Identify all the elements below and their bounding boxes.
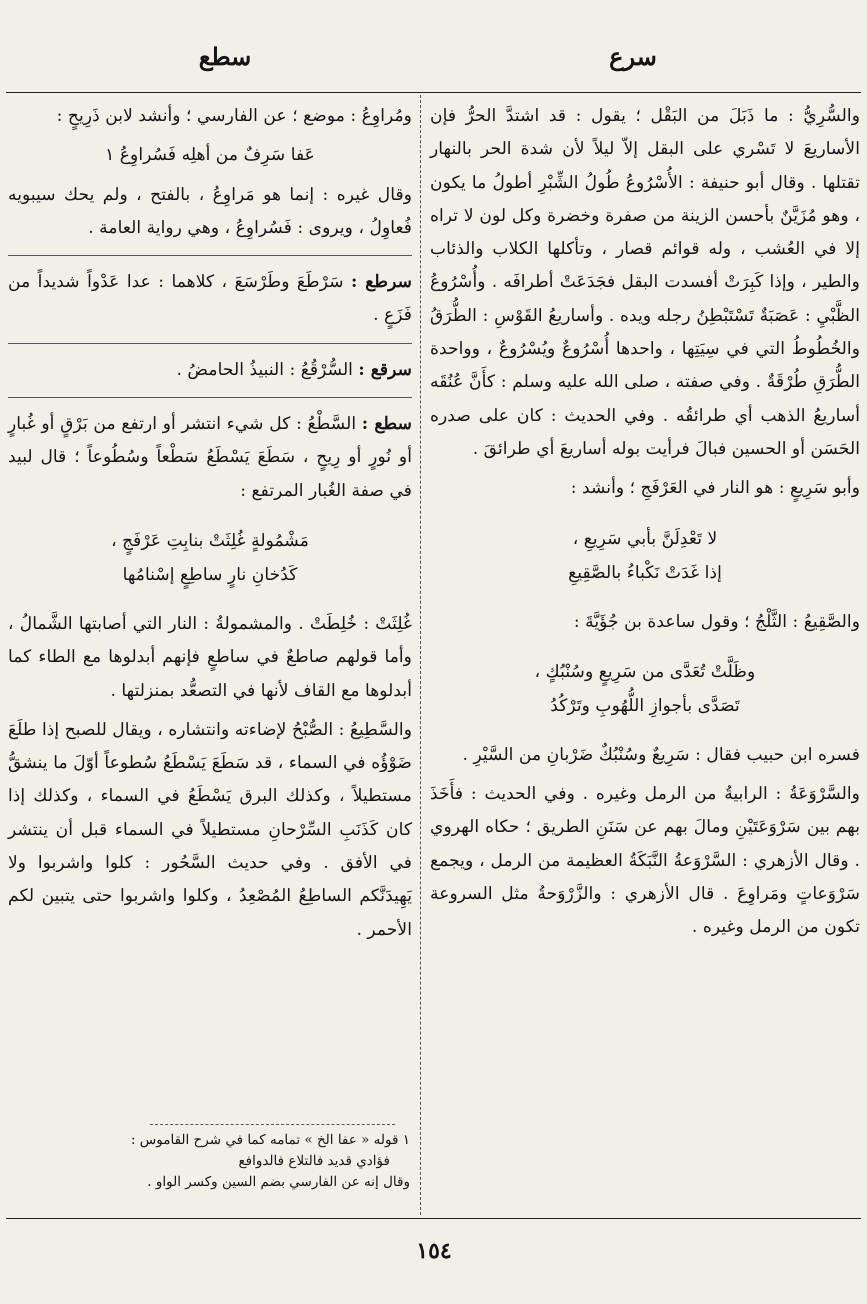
headword: سطع : — [361, 414, 412, 435]
entry-paragraph: والسَّطِيعُ : الصُّبْحُ لإضاءته وانتشاره ، ويقال للصبح إذا طلَعَ ضَوْؤُه في السماء ، قد سَطَعَ يَسْطَعُ سُطوعاً أوّلَ ما ينشقُّ مستطيلاً ، وكذلك البرق يَسْطَعُ في السماء ، وكذلك إذا كان كَذَنَبِ السِّرْحانِ مستطيلاً في السماء قبل أن ينتشر في الأفق . وفي حديث السَّحُور : كلوا واشربوا ولا يَهِيدَنَّكم الساطِعُ المُصْعِدُ ، وكلوا واشربوا حتى يتبين لكم الأحمر . — [8, 719, 412, 940]
entry-srq — [8, 354, 412, 387]
verse-line: إذا غَدَتْ نَكْباءُ بالصَّقِيعِ — [568, 562, 722, 583]
entry-text: السَّطْعُ : كل شيء انتشر أو ارتفع من بَرْقٍ أو غُبارٍ أو نُورٍ أو رِيحٍ ، سَطَعَ يَسْطَعُ سَطْعاً وسُطُوعاً ؛ قال لبيد في صفة الغُبار المرتفع : — [8, 414, 412, 501]
entry-text: السُّرْقُعُ : النبيذُ الحامضُ . — [176, 359, 353, 380]
footnote-line: فؤادي قديد فالتلاع فالدوافع — [238, 1153, 390, 1169]
footnote-line: وقال إنه عن الفارسي بضم السين وكسر الواو . — [147, 1174, 410, 1190]
entry-paragraph: والصَّقِيعُ : الثَّلْجُ ؛ وقول ساعدة بن جُؤَيَّةَ : — [573, 611, 860, 632]
footnote-rule — [150, 1124, 395, 1125]
footer-rule — [6, 1218, 861, 1219]
header-rule — [6, 92, 861, 93]
headword: سرطع : — [351, 272, 412, 293]
footnote — [20, 1130, 410, 1193]
verse-line: كَدُخانِ نارٍ ساطِعٍ إسْنامُها — [122, 564, 298, 585]
verse-line: مَشْمُولةٍ غُلِثَتْ بنابِتِ عَرْفَجٍ ، — [111, 530, 309, 551]
entry-paragraph: فسره ابن حبيب فقال : سَرِيعٌ وسُنْبُكٌ ضَرْبانِ من السَّيْرِ . — [462, 744, 860, 765]
entry-paragraph: غُلِثَتْ : خُلِطَتْ . والمشمولةُ : النار التي أصابتها الشَّمالُ ، وأما قولهم صاطعٌ في ساطعٍ فإنهم أبدلوها مع الطاء كما أبدلوها مع القاف لأنها في التصعُّد بمنزلتها . — [8, 613, 412, 701]
entry-paragraph: والسُّرِيُّ : ما ذَبَلَ من البَقْل ؛ يقول : قد اشتدَّ الحرُّ فإن الأساريعَ لا تَسْري على البقل إلاّ ليلاً لأن شدة الحر بالنهار تقتلها . وقال أبو حنيفة : الأُسْرُوعُ طُولُ الشِّبْرِ أطولُ ما يكون ، وهو مُزَيَّنٌ بأحسن الزينة من صفرة وخضرة وكل لون لا تراه إلا في العُشب ، وله قوائم قصار ، وتأكلها الكلاب والذئاب والطير ، وإذا كَبِرَتْ أفسدت البقل فجَدَعَتْ أطرافَه . وأُسْرُوعُ الظَّبْيِ : عَصَبَةٌ تَسْتَبْطِنُ رجله ويده . وأساريعُ القَوْسِ : الطُّرَقُ والخُطُوطُ التي في سِيَتِها ، واحدها أُسْرُوعٌ ويُسْرُوعٌ ، وواحدة الطُّرَقِ طُرْقَةٌ . وفي صفته ، صلى الله عليه وسلم : كأَنَّ عُنُقَه أساريعُ الذهب أي طرائقُه . وفي الحديث : كان على صدره الحَسَن أو الحسين فبالَ فرأيت بوله أساريعَ أي طرائقَ . — [430, 106, 860, 459]
running-head-left: سطع — [198, 42, 252, 71]
entry-paragraph: وأبو سَرِيعٍ : هو النار في العَرْفَجِ ؛ وأنشد : — [570, 478, 860, 499]
entry-srt — [8, 266, 412, 333]
verse-line: عَفا سَرِفٌ من أهلِه فَسُراوِعُ ١ — [105, 145, 315, 166]
entry-paragraph: والسَّرْوَعَةُ : الرابيةُ من الرمل وغيره . وفي الحديث : فأَخَذَ بهم بين سَرْوَعَتَيْنِ ومالَ بهم عن سَنَنِ الطريق ؛ حكاه الهروي . وقال الأزهري : السَّرْوَعةُ النَّبَكَةُ العظيمة من الرمل ، ويجمع سَرْوَعاتٍ ومَراوِعَ . قال الأزهري : والزَّرْوَحةُ مثل السروعة تكون من الرمل وغيره . — [430, 784, 860, 938]
right-column — [430, 100, 860, 945]
verse-line: لا تَعْدِلَنَّ بأبي سَرِيعِ ، — [572, 528, 718, 549]
entry-paragraph: ومُراوِعُ : موضع ؛ عن الفارسي ؛ وأنشد لابن ذَرِيحٍ : — [56, 106, 412, 126]
left-column — [8, 100, 412, 947]
entry-stc — [8, 408, 412, 508]
footnote-line: ١ قوله « عفا الخ » تمامه كما في شرح القاموس : — [130, 1132, 410, 1148]
column-separator — [420, 95, 421, 1215]
verse-line: وظَلَّتْ تُعَدَّى من سَرِيعٍ وسُنْبُكٍ ، — [534, 661, 756, 682]
headword: سرقع : — [358, 359, 412, 380]
verse — [8, 524, 412, 592]
entry-separator — [8, 343, 412, 344]
running-head-right: سرع — [609, 42, 657, 71]
verse-line: تَصَدَّى بأجوازِ اللُّهُوبِ وتَرْكُدُ — [550, 695, 740, 716]
entry-paragraph: وقال غيره : إنما هو مَراوِعُ ، بالفتح ، ولم يحك سيبويه فُعاوِلُ ، ويروى : فَسُراوِعُ ، وهي رواية العامة . — [8, 184, 412, 238]
verse — [430, 655, 860, 723]
verse — [430, 522, 860, 590]
entry-separator — [8, 397, 412, 398]
entry-separator — [8, 255, 412, 256]
page-number: ١٥٤ — [416, 1238, 452, 1264]
entry-text: سَرْطَعَ وطَرْسَعَ ، كلاهما : عدا عَدْواً شديداً من فَزَعٍ . — [8, 272, 412, 326]
